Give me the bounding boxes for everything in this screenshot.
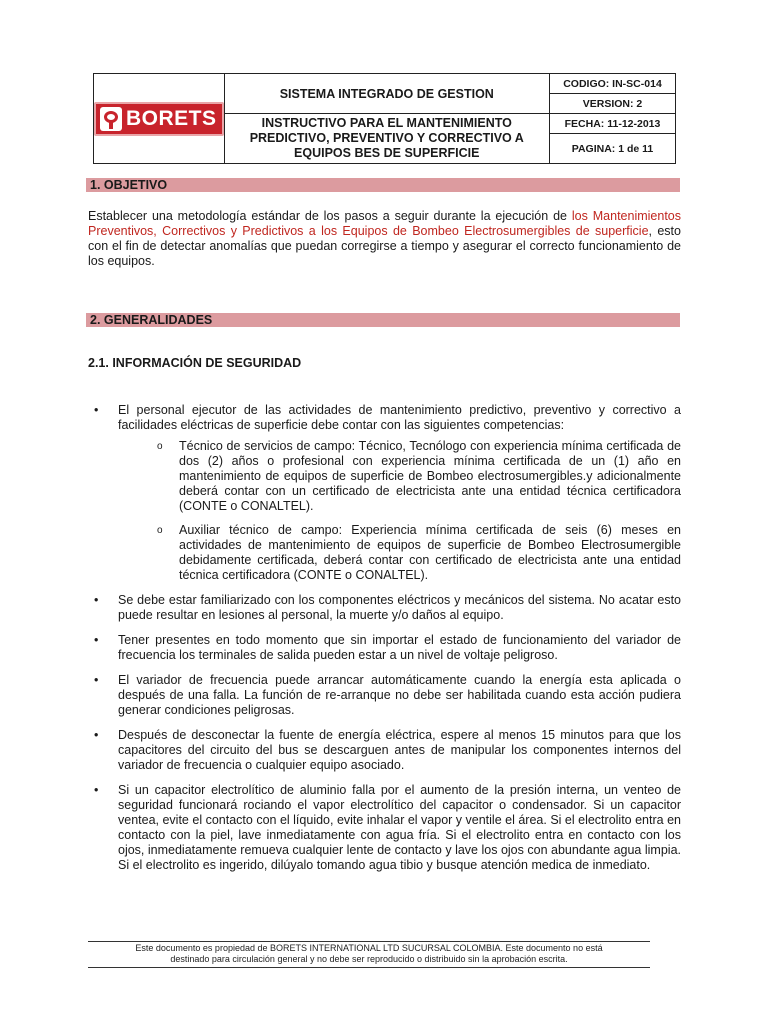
bullet-icon: • — [94, 403, 99, 417]
section-2-heading: 2. GENERALIDADES — [86, 313, 680, 327]
list-item — [94, 633, 681, 663]
borets-logo-icon — [100, 107, 122, 131]
sub-list-item — [157, 523, 681, 583]
objective-text-end: , esto con el fin de detectar anomalías que puedan corregirse a tiempo y asegurar el correcto funcionamiento de los equipos. — [88, 224, 681, 268]
borets-logo — [94, 102, 224, 136]
system-title: SISTEMA INTEGRADO DE GESTION — [224, 74, 549, 114]
bullet-text: Después de desconectar la fuente de energía eléctrica, espere al menos 15 minutos para que los capacitores del circuito del bus se descarguen antes de manipular los componentes internos del variador de frecuencia o cualquier equipo asociado. — [118, 728, 681, 772]
section-2-1-heading: 2.1. INFORMACIÓN DE SEGURIDAD — [88, 356, 302, 370]
list-item — [94, 783, 681, 873]
bullet-text: El variador de frecuencia puede arrancar automáticamente cuando la energía esta aplicada o después de una falla. La función de re-arranque no debe ser habilitada cuando esta acción pudiera generar condiciones peligrosas. — [118, 673, 681, 717]
sub-bullet-text: Auxiliar técnico de campo: Experiencia mínima certificada de seis (6) meses en actividades de mantenimiento de equipos de superficie de Bombeo Electrosumergible debidamente certificada, deberá contar con certificado de electricista ante una entidad técnica certificadora (CONTE o CONALTEL). — [179, 523, 681, 582]
sub-list-item — [157, 439, 681, 514]
page-number: PAGINA: 1 de 11 — [550, 134, 676, 164]
bullet-icon: • — [94, 593, 99, 607]
bullet-text: El personal ejecutor de las actividades de mantenimiento predictivo, preventivo y correctivo a facilidades eléctricas de superficie debe contar con las siguientes competencias: — [118, 403, 681, 432]
sub-bullet-text: Técnico de servicios de campo: Técnico, Tecnólogo con experiencia mínima certificada de dos (2) años o profesional con experiencia mínima certificada de un (1) año en mantenimiento de equipos de superficie de Bombeo electrosumergibles.y adicionalmente deberá contar con un certificado de electricista ante una entidad técnica certificadora (CONTE o CONALTEL). — [179, 439, 681, 513]
bullet-text: Tener presentes en todo momento que sin importar el estado de funcionamiento del variador de frecuencia los terminales de salida pueden estar a un nivel de voltaje peligroso. — [118, 633, 681, 662]
logo-text: BORETS — [126, 106, 217, 130]
bullet-icon: • — [94, 783, 99, 797]
document-code: CODIGO: IN-SC-014 — [550, 74, 676, 94]
objective-highlight: los Mantenimientos Preventivos, Correctivos y Predictivos a los Equipos de Bombeo Electrosumergibles de superficie — [88, 209, 681, 238]
logo-cell — [94, 74, 225, 164]
document-footer — [88, 941, 650, 968]
document-header-table — [93, 73, 676, 164]
list-item — [94, 728, 681, 773]
instructivo-title: INSTRUCTIVO PARA EL MANTENIMIENTO PREDICTIVO, PREVENTIVO Y CORRECTIVO A EQUIPOS BES DE SUPERFICIE — [224, 114, 549, 164]
bullet-text: Si un capacitor electrolítico de aluminio falla por el aumento de la presión interna, un venteo de seguridad funcionará rociando el vapor electrolítico del capacitor o condensador. Si un capacitor ventea, evite el contacto con el líquido, evite inhalar el vapor y ventile el área. Si el electrolito entra en contacto con la piel, lave inmediatamente con agua fría. Si el electrolito entra en contacto con los ojos, inmediatamente remueva cualquier lente de contacto y lave los ojos con abundante agua limpia. Si el electrolito es ingerido, dilúyalo tomando agua tibio y busque atención medica de inmediato. — [118, 783, 681, 872]
circle-bullet-icon: o — [157, 525, 163, 536]
circle-bullet-icon: o — [157, 441, 163, 452]
bullet-icon: • — [94, 728, 99, 742]
section-1-heading: 1. OBJETIVO — [86, 178, 680, 192]
bullet-icon: • — [94, 633, 99, 647]
footer-line-2: destinado para circulación general y no debe ser reproducido o distribuido sin la aprobación escrita. — [170, 954, 568, 964]
objective-text-start: Establecer una metodología estándar de los pasos a seguir durante la ejecución de — [88, 209, 572, 223]
safety-bullet-list — [94, 403, 681, 883]
footer-line-1: Este documento es propiedad de BORETS INTERNATIONAL LTD SUCURSAL COLOMBIA. Este documento no está — [135, 943, 603, 953]
objective-paragraph — [88, 209, 681, 269]
list-item — [94, 673, 681, 718]
list-item — [94, 593, 681, 623]
bullet-icon: • — [94, 673, 99, 687]
document-version: VERSION: 2 — [550, 94, 676, 114]
competencies-sublist — [118, 439, 681, 583]
list-item — [94, 403, 681, 583]
bullet-text: Se debe estar familiarizado con los componentes eléctricos y mecánicos del sistema. No acatar esto puede resultar en lesiones al personal, la muerte y/o daños al equipo. — [118, 593, 681, 622]
document-date: FECHA: 11-12-2013 — [550, 114, 676, 134]
